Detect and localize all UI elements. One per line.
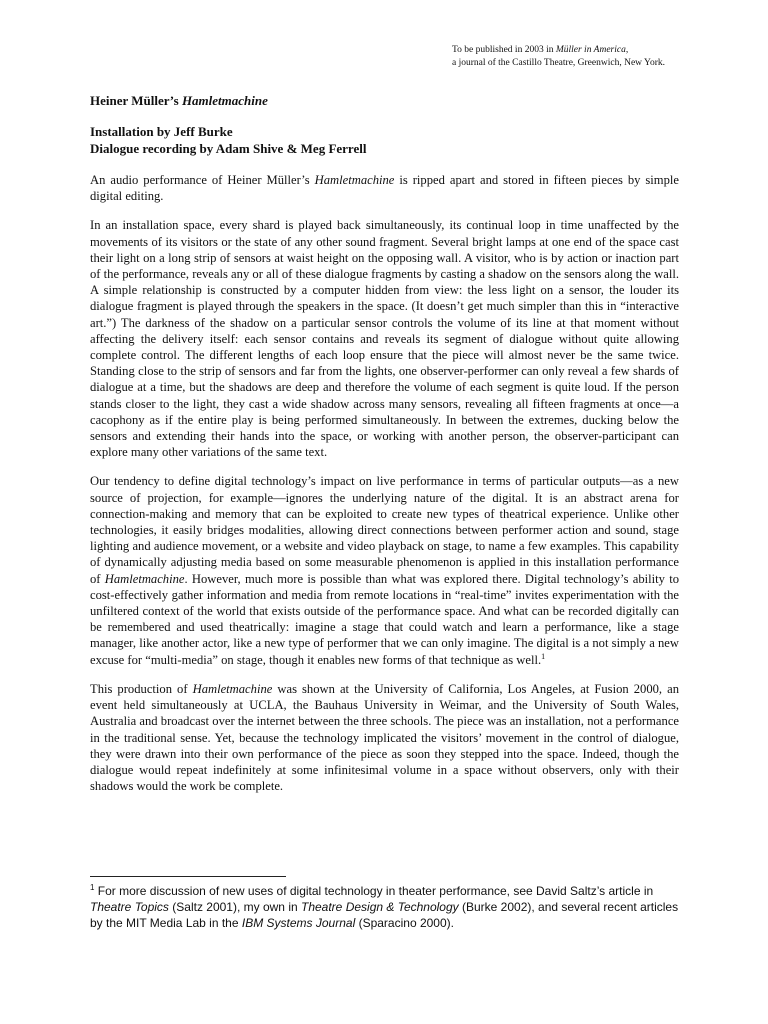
work-title: Hamletmachine xyxy=(314,173,395,187)
journal-title: Theatre Design & Technology xyxy=(301,900,459,914)
work-title: Hamletmachine xyxy=(104,571,185,586)
journal-title: IBM Systems Journal xyxy=(241,916,356,930)
paragraph-1: An audio performance of Heiner Müller’s Hamletmachine is ripped apart and stored in fifteen pieces by simple digital editing. xyxy=(90,173,679,204)
work-title: Hamletmachine xyxy=(192,681,273,696)
credits xyxy=(90,123,679,157)
journal-title: Theatre Topics xyxy=(90,900,169,914)
paragraph-4: This production of Hamletmachine was shown at the University of California, Los Angeles, at Fusion 2000, an event held simultaneously at UCLA, the Bauhaus University in Weimar, and the University of South Wales, Australia and broadcast over the internet between the three schools. The piece was an installation, not a performance in the traditional sense. Yet, because the technology implicated the visitors’ movement in the control of dialogue, they were drawn into their own performance of the piece as soon they stepped into the space. Indeed, though the dialogue would repeat indefinitely at some infinitesimal volume in a space without observers, only with their shadows would the work be complete. xyxy=(90,681,679,794)
footnote: $^1$ For more discussion of new uses of digital technology in theater performance, see David Saltz’s article in Theatre Topics (Saltz 2001), my own in Theatre Design & Technology (Burke 2002), and several recent articles by the MIT Media Lab in the IBM Systems Journal (Sparacino 2000). xyxy=(90,883,679,930)
document-body xyxy=(90,92,679,794)
journal-title: Müller in America xyxy=(555,45,626,55)
installation-credit: Installation by Jeff Burke xyxy=(90,124,233,139)
dialogue-credit: Dialogue recording by Adam Shive & Meg Ferrell xyxy=(90,141,367,156)
work-title: Hamletmachine xyxy=(181,93,268,108)
footnote-number: 1 xyxy=(90,883,95,892)
publication-note xyxy=(452,44,752,70)
publication-note-line-2: a journal of the Castillo Theatre, Greenwich, New York. xyxy=(452,58,665,68)
paragraph-3: Our tendency to define digital technology’s impact on live performance in terms of particular outputs—as a new source of projection, for example—ignores the underlying nature of the digital. It is an abstract arena for connection-making and memory that can be exploited to create new types of theatrical experience. Unlike other technologies, it easily bridges modalities, allowing direct connections between performer action and sound, stage lighting and audience movement, or a website and video playback on stage, to name a few examples. This capability of dynamically adjusting media based on some measurable phenomenon is applied in this installation performance of Hamletmachine. However, much more is possible than what was explored there. Digital technology’s ability to cost-effectively gather information and media from remote locations in “real-time” invites experimentation with the unfiltered context of the world that exists outside of the performance space. And what can be recorded digitally can be remembered and used theatrically: imagine a stage that could watch and learn a performance, like a stage manager, like another actor, like a new type of performer that we can only imagine. The digital is a not simply a new excuse for “multi-media” on stage, though it enables new forms of that technique as well.$^1$ xyxy=(90,474,680,667)
publication-note-line-1: To be published in 2003 in Müller in America, xyxy=(452,45,629,55)
footnote-divider xyxy=(90,876,286,877)
page-title: Heiner Müller’s Hamletmachine xyxy=(90,93,268,108)
footnote-reference[interactable]: 1 xyxy=(541,651,546,661)
paragraph-2: In an installation space, every shard is played back simultaneously, its continual loop in time unaffected by the movements of its visitors or the state of any other sound fragment. Several bright lamps at one end of the space cast their light on a long strip of sensors at waist height on the opposing wall. A visitor, who is by action or inaction part of the performance, reveals any or all of these dialogue fragments by casting a shadow on the sensors along the wall. A simple relationship is constructed by a computer hidden from view: the less light on a sensor, the louder its dialogue fragment is played through the speakers in the space. (It doesn’t get much simpler than this in “interactive art.”) The darkness of the shadow on a particular sensor controls the volume of its line at that moment without affecting the delivery itself: each sensor contains and reveals its segment of dialogue without quite allowing complete control. The different lengths of each loop ensure that the piece will almost never be the same twice. Standing close to the strip of sensors and far from the lights, one observer-performer can only reveal a few shards of dialogue at a time, but the shadows are deep and therefore the volume of each segment is quite loud. If the person stands closer to the light, they cast a wide shadow across many sensors, revealing all fifteen fragments at once—a cacophony as if the entire play is being performed simultaneously. In between the extremes, ducking below the sensors and extending their hands into the space, or working with another person, the observer-participant can explore many other variations of the same text. xyxy=(90,218,679,460)
